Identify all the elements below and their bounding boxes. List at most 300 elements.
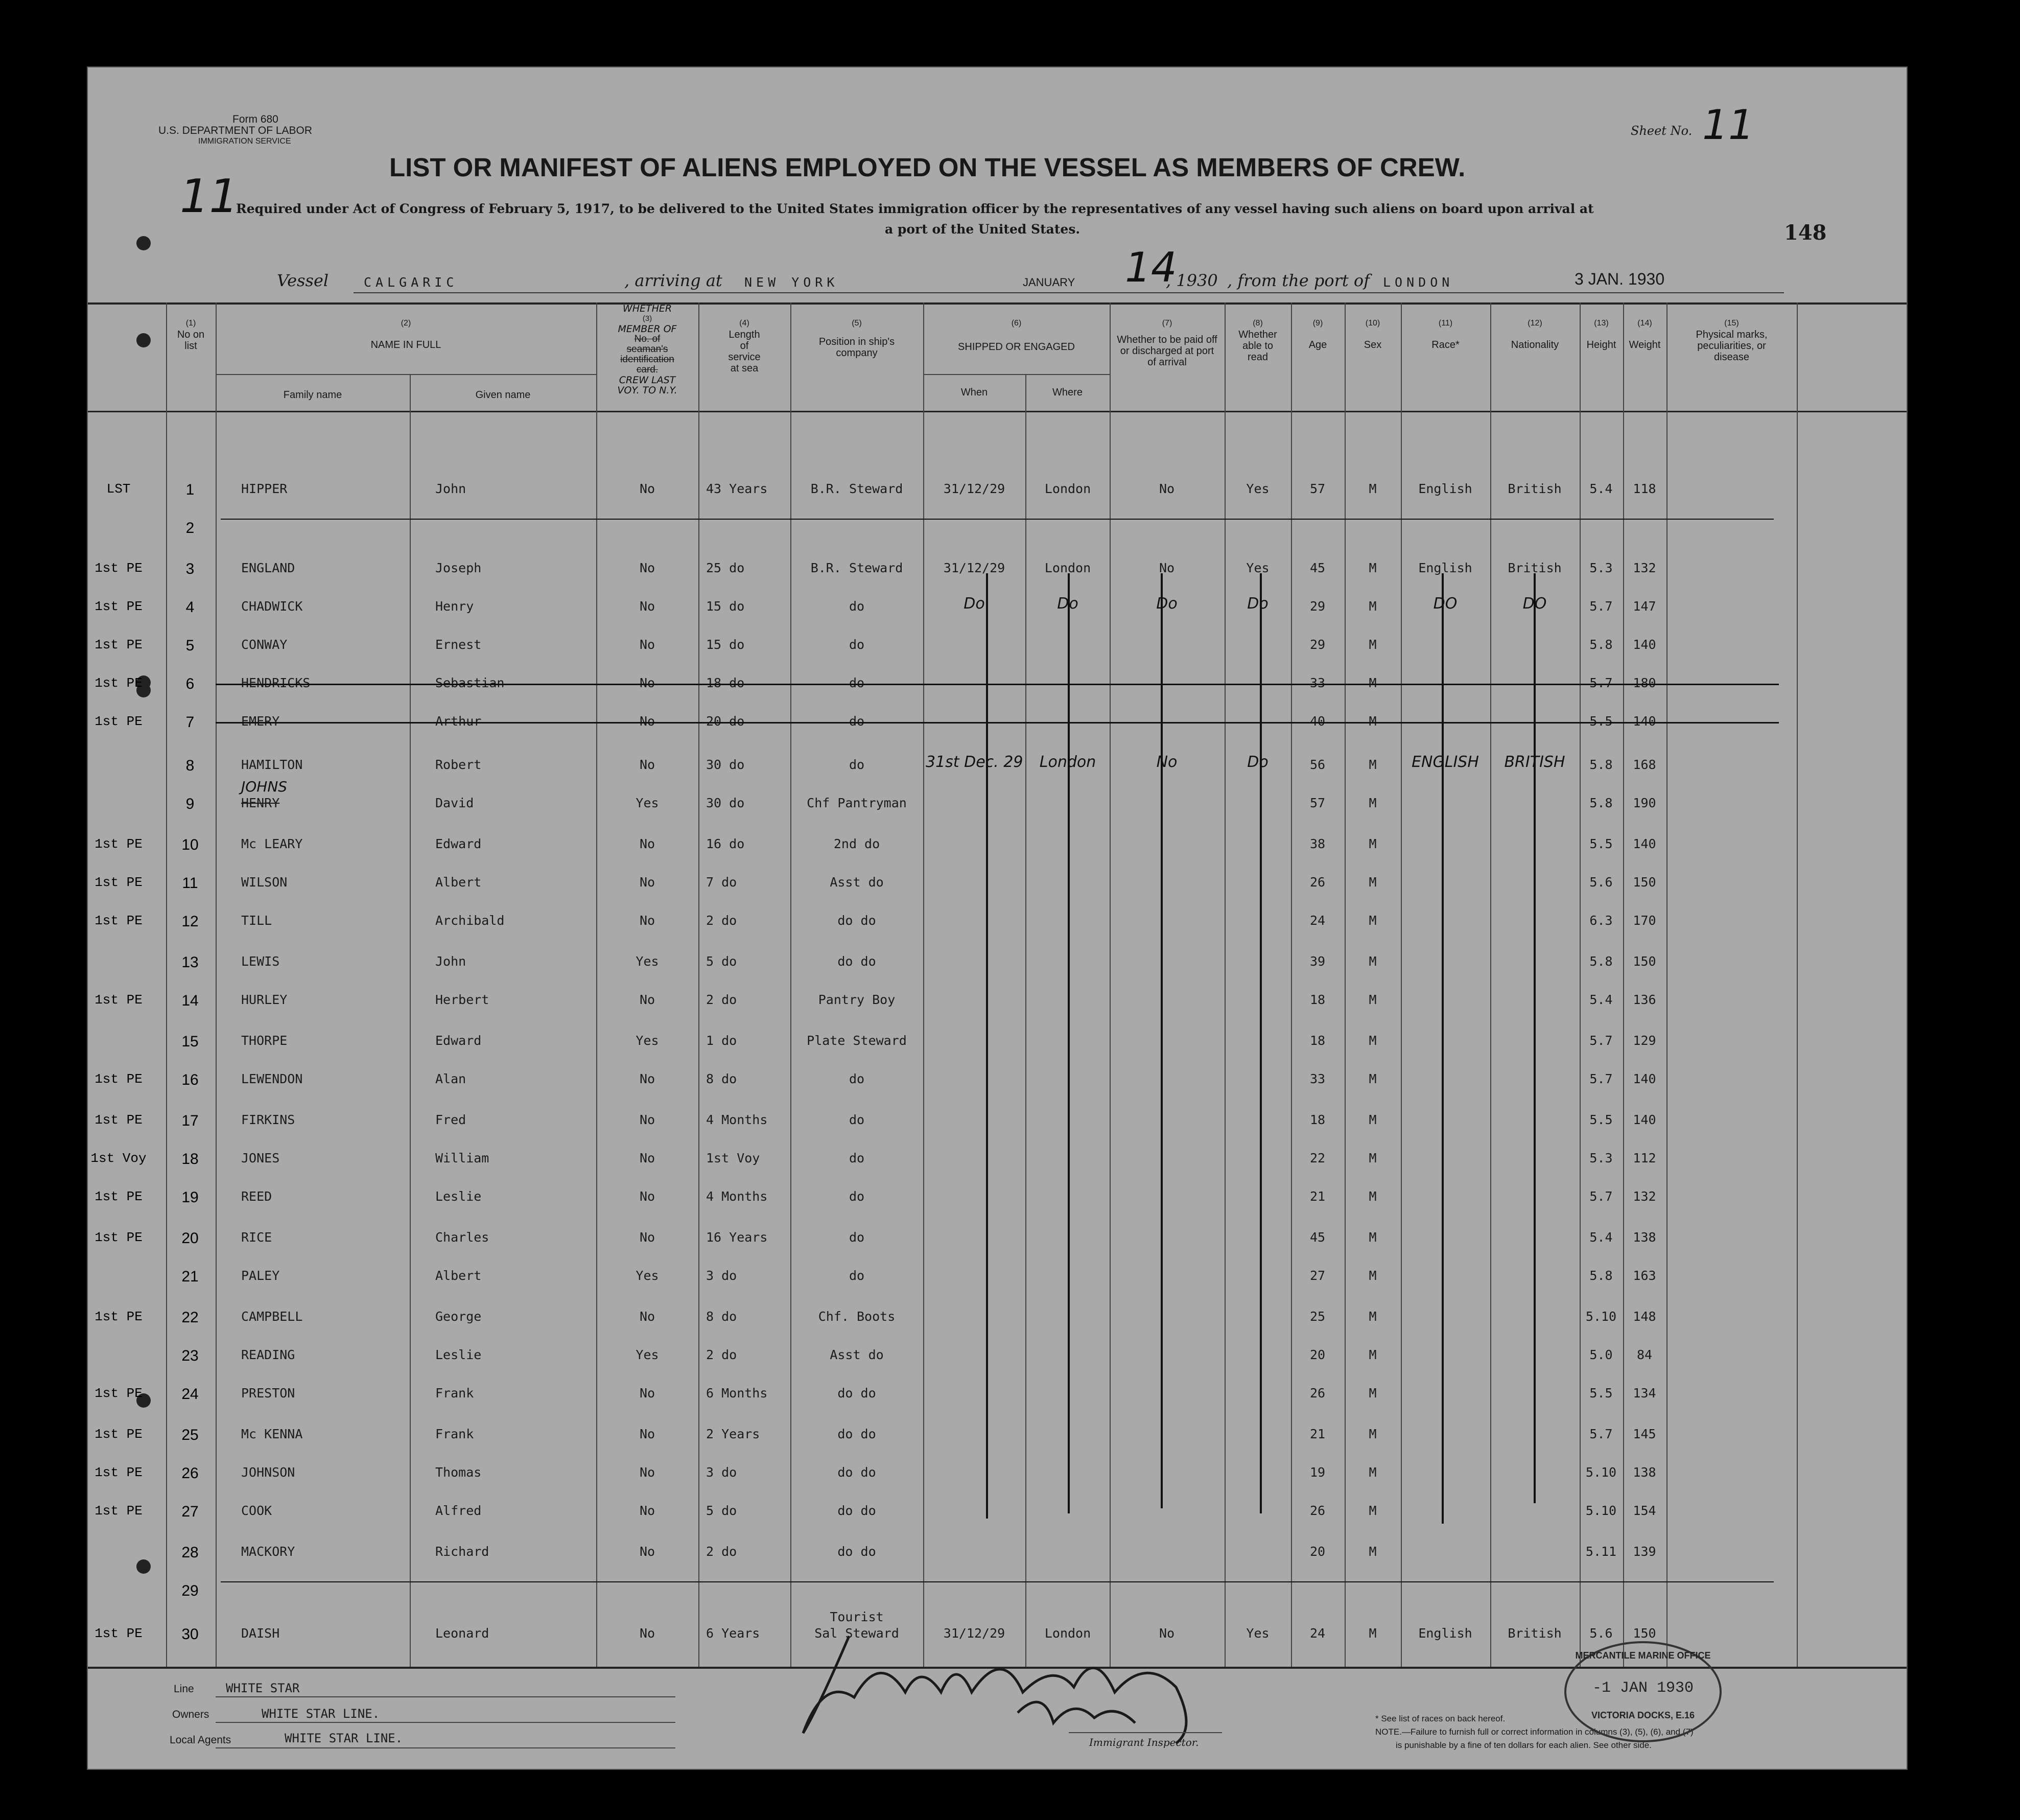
header-col-12-num: (12) [1528, 319, 1542, 328]
row-mark: 1st PE [95, 561, 143, 576]
table-row [88, 1534, 1907, 1573]
given-name: Joseph [435, 561, 482, 575]
crew-member: No [639, 1151, 655, 1165]
header-col-3-hand-b1: CREW LAST [619, 375, 676, 386]
sex: M [1369, 796, 1377, 810]
length-of-service: 4 Months [706, 1112, 768, 1127]
header-col-12-label: Nationality [1511, 339, 1559, 351]
punch-hole [136, 236, 151, 250]
length-of-service: 2 do [706, 1544, 737, 1559]
age: 45 [1309, 561, 1326, 575]
position: do [849, 1151, 865, 1165]
age: 29 [1309, 637, 1326, 652]
sex: M [1369, 1427, 1377, 1441]
position: do do [837, 1386, 876, 1401]
crew-member: No [639, 913, 655, 928]
family-name: PALEY [241, 1268, 280, 1283]
row-number: 23 [181, 1347, 199, 1364]
row-mark: 1st PE [95, 1189, 143, 1204]
row-mark: 1st PE [95, 637, 143, 652]
row-number: 16 [181, 1071, 199, 1088]
family-name: CONWAY [241, 637, 288, 652]
age: 40 [1309, 714, 1326, 729]
height: 5.7 [1589, 675, 1613, 690]
header-col-7-num: (7) [1162, 319, 1172, 328]
ditto-line [1161, 573, 1163, 1508]
length-of-service: 2 do [706, 913, 737, 928]
sex: M [1369, 757, 1377, 772]
given-name: Alan [435, 1071, 466, 1086]
header-col-13-label: Height [1586, 339, 1616, 351]
crew-member: No [639, 875, 655, 890]
header-given-name: Given name [475, 389, 531, 401]
row-number: 1 [185, 481, 195, 498]
height: 5.4 [1589, 992, 1613, 1007]
sex: M [1369, 714, 1377, 729]
race: English [1418, 1626, 1472, 1641]
table-row [88, 550, 1907, 589]
given-name: Fred [435, 1112, 466, 1127]
height: 5.11 [1585, 1544, 1617, 1559]
owners-underline [216, 1722, 675, 1723]
table-row [88, 1375, 1907, 1414]
stamp-date: -1 JAN 1930 [1592, 1679, 1694, 1697]
note-line-1: * See list of races on back hereof. [1375, 1714, 1506, 1723]
position: B.R. Steward [810, 561, 903, 575]
table-row [88, 1102, 1907, 1141]
row-number: 30 [181, 1626, 199, 1643]
family-name: FIRKINS [241, 1112, 295, 1127]
sex: M [1369, 1151, 1377, 1165]
row-mark: 1st PE [95, 714, 143, 729]
length-of-service: 5 do [706, 954, 737, 969]
table-row [88, 1258, 1907, 1297]
header-col-7 [1110, 318, 1225, 368]
weight: 190 [1633, 796, 1656, 810]
table-row [88, 1140, 1907, 1179]
header-col-3-hand-top: WHETHER [622, 303, 672, 314]
table-row [88, 1572, 1907, 1611]
row-number: 20 [181, 1230, 199, 1247]
height: 5.8 [1589, 1268, 1613, 1283]
header-col-4-label: Length of service at sea [728, 329, 761, 374]
shipped-when: 31/12/29 [943, 561, 1005, 575]
family-name: DAISH [241, 1626, 280, 1641]
shipped-where: London [1044, 1626, 1091, 1641]
table-row [88, 944, 1907, 983]
height: 5.4 [1589, 481, 1613, 496]
position: 2nd do [833, 836, 880, 851]
header-when: When [960, 387, 988, 398]
height: 5.4 [1589, 1230, 1613, 1245]
shipped-when: 31/12/29 [943, 1626, 1005, 1641]
age: 26 [1309, 1386, 1326, 1401]
sex: M [1369, 599, 1377, 614]
given-name: Charles [435, 1230, 489, 1245]
length-of-service: 8 do [706, 1309, 737, 1324]
sex: M [1369, 954, 1377, 969]
sex: M [1369, 675, 1377, 690]
family-name: JONES [241, 1151, 280, 1165]
given-name: Leonard [435, 1626, 489, 1641]
crew-member: Yes [636, 1268, 659, 1283]
age: 25 [1309, 1309, 1326, 1324]
header-col-4-num: (4) [739, 319, 749, 328]
header-col-8-label: Whether able to read [1238, 329, 1277, 363]
row-mark: 1st PE [95, 1386, 143, 1401]
header-col-4 [698, 318, 790, 374]
row-number: 12 [181, 913, 199, 930]
age: 24 [1309, 1626, 1326, 1641]
table-row [88, 589, 1907, 627]
family-name: COOK [241, 1503, 272, 1518]
sex: M [1369, 1189, 1377, 1204]
given-name: John [435, 481, 466, 496]
row-number: 15 [181, 1033, 199, 1050]
crew-member: No [639, 1544, 655, 1559]
table-row [88, 1061, 1907, 1100]
age: 57 [1309, 481, 1326, 496]
height: 5.5 [1589, 714, 1613, 729]
position: do [849, 1112, 865, 1127]
table-row [88, 471, 1907, 510]
table-row [88, 1299, 1907, 1338]
shipped-subheader-line [923, 374, 1110, 375]
nationality: British [1508, 481, 1562, 496]
header-col-15 [1666, 318, 1797, 363]
position: do [849, 1268, 865, 1283]
able-to-read: Yes [1246, 481, 1270, 496]
family-name-correction: JOHNS [241, 778, 288, 795]
vessel-name: CALGARIC [364, 275, 458, 290]
height: 5.10 [1585, 1503, 1617, 1518]
given-name: Ernest [435, 637, 482, 652]
table-row [88, 778, 1907, 824]
sex: M [1369, 637, 1377, 652]
table-row [88, 1337, 1907, 1376]
header-bottom-border [88, 411, 1907, 412]
position: Sal Steward [814, 1626, 899, 1641]
weight: 112 [1633, 1151, 1656, 1165]
header-col-14 [1623, 318, 1666, 351]
position: Chf Pantryman [807, 796, 907, 810]
weight: 154 [1633, 1503, 1656, 1518]
height: 5.8 [1589, 954, 1613, 969]
sex: M [1369, 1071, 1377, 1086]
line-value: WHITE STAR [226, 1681, 300, 1695]
sex: M [1369, 1386, 1377, 1401]
able-to-read: Do [1247, 753, 1269, 771]
position: do [849, 1071, 865, 1086]
position: do [849, 1189, 865, 1204]
header-col-15-label: Physical marks, peculiarities, or disease [1696, 329, 1768, 363]
table-row [88, 1455, 1907, 1494]
age: 45 [1309, 1230, 1326, 1245]
table-row [88, 826, 1907, 865]
given-name: William [435, 1151, 489, 1165]
sex: M [1369, 1544, 1377, 1559]
header-col-1 [166, 318, 216, 352]
arrival-month: JANUARY [1023, 276, 1075, 289]
sex: M [1369, 1503, 1377, 1518]
header-col-2-num: (2) [401, 319, 411, 328]
family-name: CAMPBELL [241, 1309, 303, 1324]
weight: 148 [1633, 1309, 1656, 1324]
crew-member: No [639, 1626, 655, 1641]
sex: M [1369, 913, 1377, 928]
header-col-13 [1580, 318, 1623, 351]
crew-member: No [639, 757, 655, 772]
age: 38 [1309, 836, 1326, 851]
position-line-1: Tourist [830, 1609, 884, 1624]
age: 39 [1309, 954, 1326, 969]
punch-hole [136, 333, 151, 347]
length-of-service: 7 do [706, 875, 737, 890]
given-name: Richard [435, 1544, 489, 1559]
shipped-where: London [1039, 753, 1096, 771]
height: 5.10 [1585, 1309, 1617, 1324]
row-number: 18 [181, 1151, 199, 1168]
sex: M [1369, 1033, 1377, 1048]
row-mark: 1st PE [95, 836, 143, 852]
family-name: MACKORY [241, 1544, 295, 1559]
length-of-service: 16 Years [706, 1230, 768, 1245]
crew-member: No [639, 599, 655, 614]
shipped-when: 31/12/29 [943, 481, 1005, 496]
crew-member: Yes [636, 1347, 659, 1362]
table-row [88, 903, 1907, 942]
height: 5.7 [1589, 1071, 1613, 1086]
note-line-2: NOTE.—Failure to furnish full or correct information in columns (3), (5), (6), and (7) [1375, 1727, 1694, 1737]
weight: 170 [1633, 913, 1656, 928]
row-mark: 1st PE [95, 1427, 143, 1442]
row-number: 8 [185, 757, 195, 774]
nationality: BRITISH [1504, 753, 1565, 771]
height: 5.7 [1589, 599, 1613, 614]
position: do do [837, 913, 876, 928]
height: 6.3 [1589, 913, 1613, 928]
crew-member: No [639, 1465, 655, 1480]
sex: M [1369, 1230, 1377, 1245]
ditto-line [1260, 573, 1262, 1513]
header-col-9-label: Age [1308, 339, 1327, 351]
nationality: DO [1522, 595, 1547, 613]
family-name: CHADWICK [241, 599, 303, 614]
inspector-underline [1069, 1732, 1222, 1733]
age: 20 [1309, 1347, 1326, 1362]
length-of-service: 15 do [706, 637, 745, 652]
arriving-label: , arriving at [624, 271, 722, 290]
table-row [88, 865, 1907, 903]
row-mark: 1st PE [95, 1230, 143, 1245]
position: do do [837, 1544, 876, 1559]
crew-member: No [639, 1112, 655, 1127]
crew-member: No [639, 675, 655, 690]
position: do do [837, 1427, 876, 1441]
header-col-5 [790, 318, 923, 359]
row-number: 6 [185, 675, 195, 692]
blank-row-line [221, 1581, 1774, 1582]
age: 18 [1309, 1033, 1326, 1048]
row-mark: 1st PE [95, 992, 143, 1008]
height: 5.8 [1589, 796, 1613, 810]
header-col-10-label: Sex [1364, 339, 1382, 351]
age: 33 [1309, 1071, 1326, 1086]
row-mark: 1st PE [95, 1626, 143, 1641]
header-col-6-num: (6) [1011, 319, 1022, 328]
table-row [88, 665, 1907, 704]
sex: M [1369, 1626, 1377, 1641]
weight: 168 [1633, 757, 1656, 772]
family-name: HIPPER [241, 481, 288, 496]
nationality: British [1508, 561, 1562, 575]
shipped-when: Do [964, 595, 985, 613]
line-underline [216, 1696, 675, 1697]
given-name: Albert [435, 1268, 482, 1283]
from-label: , from the port of [1227, 271, 1370, 290]
blank-row-line [221, 519, 1774, 520]
height: 5.8 [1589, 757, 1613, 772]
given-name: Edward [435, 1033, 482, 1048]
row-number: 5 [185, 637, 195, 654]
given-name: David [435, 796, 474, 810]
row-strikethrough [216, 684, 1779, 685]
stamp-bottom-text: VICTORIA DOCKS, E.16 [1591, 1710, 1695, 1720]
header-col-14-label: Weight [1629, 339, 1661, 351]
crew-member: No [639, 1189, 655, 1204]
family-name: HENDRICKS [241, 675, 311, 690]
position: do [849, 675, 865, 690]
height: 5.0 [1589, 1347, 1613, 1362]
length-of-service: 8 do [706, 1071, 737, 1086]
race: ENGLISH [1412, 753, 1479, 771]
header-col-9-num: (9) [1312, 319, 1323, 328]
weight: 84 [1636, 1347, 1653, 1362]
length-of-service: 20 do [706, 714, 745, 729]
row-number: 4 [185, 599, 195, 616]
row-strikethrough [216, 722, 1779, 724]
family-name: Mc KENNA [241, 1427, 303, 1441]
crew-member: No [639, 481, 655, 496]
position: do do [837, 954, 876, 969]
row-number: 17 [181, 1112, 199, 1129]
row-mark: 1st PE [95, 1071, 143, 1087]
sex: M [1369, 836, 1377, 851]
owners-label: Owners [172, 1709, 209, 1720]
header-col-10-num: (10) [1365, 319, 1380, 328]
given-name: Alfred [435, 1503, 482, 1518]
family-name: LEWENDON [241, 1071, 303, 1086]
given-name: Thomas [435, 1465, 482, 1480]
given-name: John [435, 954, 466, 969]
row-mark: LST [106, 481, 131, 497]
vessel-underline [354, 292, 1784, 293]
crew-member: No [639, 1503, 655, 1518]
header-col-13-num: (13) [1594, 319, 1609, 328]
length-of-service: 2 do [706, 992, 737, 1007]
weight: 134 [1633, 1386, 1656, 1401]
header-col-15-num: (15) [1724, 319, 1739, 328]
table-row [88, 1179, 1907, 1218]
weight: 132 [1633, 1189, 1656, 1204]
sex: M [1369, 561, 1377, 575]
family-name: THORPE [241, 1033, 288, 1048]
family-name: RICE [241, 1230, 272, 1245]
table-row [88, 1493, 1907, 1532]
length-of-service: 2 do [706, 1347, 737, 1362]
crew-member: No [639, 1386, 655, 1401]
row-number: 27 [181, 1503, 199, 1520]
row-mark: 1st PE [95, 1112, 143, 1128]
weight: 140 [1633, 714, 1656, 729]
family-name: EMERY [241, 714, 280, 729]
header-col-8-num: (8) [1253, 319, 1263, 328]
position: Asst do [830, 875, 884, 890]
header-col-3 [596, 304, 698, 395]
length-of-service: 18 do [706, 675, 745, 690]
age: 20 [1309, 1544, 1326, 1559]
family-name: TILL [241, 913, 272, 928]
family-name: HENRY [241, 796, 280, 810]
paid-off: No [1156, 753, 1178, 771]
table-row [88, 982, 1907, 1021]
given-name: Leslie [435, 1347, 482, 1362]
race: DO [1433, 595, 1458, 613]
table-row [88, 1023, 1907, 1062]
given-name: Archibald [435, 913, 505, 928]
sex: M [1369, 1112, 1377, 1127]
given-name: Frank [435, 1386, 474, 1401]
height: 5.5 [1589, 1112, 1613, 1127]
crew-member: No [639, 637, 655, 652]
weight: 140 [1633, 836, 1656, 851]
row-mark: 1st PE [95, 913, 143, 928]
departure-date: 3 JAN. 1930 [1575, 270, 1665, 288]
weight: 150 [1633, 954, 1656, 969]
family-name: HAMILTON [241, 757, 303, 772]
row-mark: 1st Voy [90, 1151, 147, 1166]
table-row [88, 1220, 1907, 1258]
weight: 163 [1633, 1268, 1656, 1283]
height: 5.6 [1589, 875, 1613, 890]
paid-off: No [1159, 481, 1175, 496]
header-col-3-hand-mid: MEMBER OF [618, 323, 677, 335]
header-col-12 [1490, 318, 1580, 351]
ditto-line [1534, 573, 1536, 1503]
length-of-service: 2 Years [706, 1427, 760, 1441]
able-to-read: Do [1247, 595, 1269, 613]
header-col-14-num: (14) [1637, 319, 1652, 328]
note-line-3: is punishable by a fine of ten dollars for each alien. See other side. [1396, 1740, 1652, 1750]
family-name: READING [241, 1347, 295, 1362]
age: 18 [1309, 992, 1326, 1007]
row-mark: 1st PE [95, 675, 143, 691]
crew-member: No [639, 992, 655, 1007]
line-label: Line [174, 1683, 194, 1695]
family-name: HURLEY [241, 992, 288, 1007]
height: 5.7 [1589, 1033, 1613, 1048]
header-col-3-print-d: card. [636, 364, 659, 375]
position: Chf. Boots [818, 1309, 896, 1324]
sex: M [1369, 875, 1377, 890]
service: IMMIGRATION SERVICE [198, 137, 291, 146]
able-to-read: Yes [1246, 561, 1270, 575]
family-name: ENGLAND [241, 561, 295, 575]
subtitle-line-2: a port of the United States. [885, 222, 1081, 237]
given-name: Sebastian [435, 675, 505, 690]
arrival-day: 14 [1125, 244, 1177, 291]
position: do [849, 599, 865, 614]
